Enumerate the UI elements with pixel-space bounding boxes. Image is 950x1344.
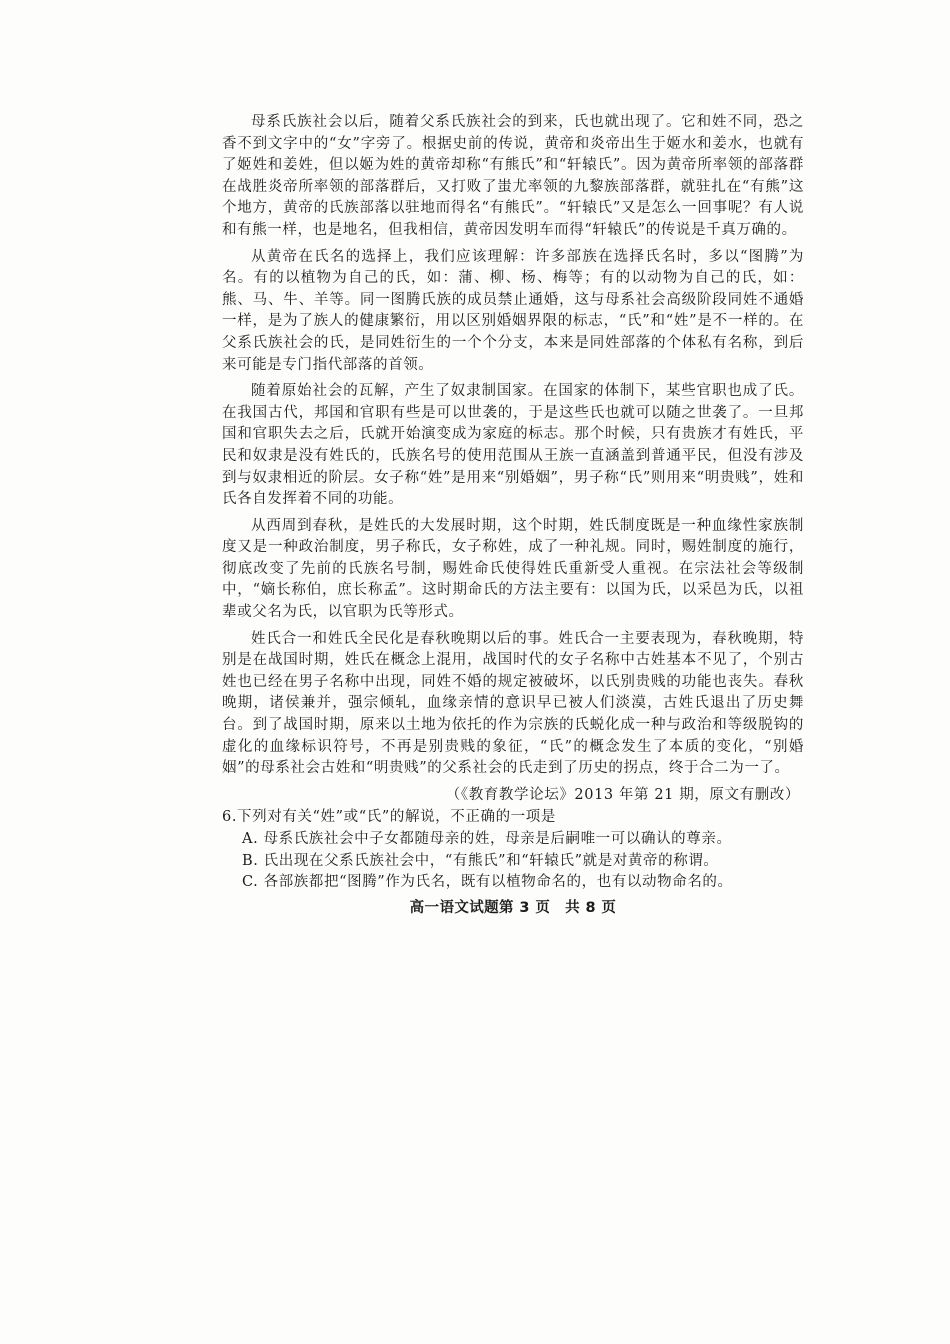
article-source: （《教育教学论坛》2013 年第 21 期，原文有删改） [445,786,800,803]
article-paragraph-3: 随着原始社会的瓦解，产生了奴隶制国家。在国家的体制下，某些官职也成了氏。在我国古代，邦国和官职有些是可以世袭的，于是这些氏也就可以随之世袭了。一旦邦国和官职失去之后，氏就开始演变成为家庭的标志。那个时候，只有贵族才有姓氏，平民和奴隶是没有姓氏的，氏族名号的使用范围从王族一直涵盖到普通平民，但没有涉及到与奴隶相近的阶层。女子称“姓”是用来“别婚姻”，男子称“氏”则用来“明贵贱”，姓和氏各自发挥着不同的功能。 [222,383,804,508]
article-paragraph-2: 从黄帝在氏名的选择上，我们应该理解：许多部族在选择氏名时，多以“图腾”为名。有的以植物为自己的氏，如：蒲、柳、杨、梅等；有的以动物为自己的氏，如：熊、马、牛、羊等。同一图腾氏族的成员禁止通婚，这与母系社会高级阶段同姓不通婚一样，是为了族人的健康繁衍，用以区别婚姻界限的标志，“氏”和“姓”是不一样的。在父系氏族社会的氏，是同姓衍生的一个个分支，本来是同姓部落的个体私有名称，到后来可能是专门指代部落的首领。 [222,248,804,373]
option-c: C. 各部族都把“图腾”作为氏名，既有以植物命名的，也有以动物命名的。 [242,874,733,891]
article-paragraph-4: 从西周到春秋，是姓氏的大发展时期，这个时期，姓氏制度既是一种血缘性家族制度又是一种政治制度，男子称氏，女子称姓，成了一种礼规。同时，赐姓制度的施行，彻底改变了先前的氏族名号制，赐姓命氏使得姓氏重新受人重视。在宗法社会等级制中，“嫡长称伯，庶长称孟”。这时期命氏的方法主要有：以国为氏，以采邑为氏，以祖辈或父名为氏，以官职为氏等形式。 [222,517,804,621]
question-stem: 6.下列对有关“姓”或“氏”的解说，不正确的一项是 [222,809,556,826]
question-6 [222,807,804,893]
option-b: B. 氏出现在父系氏族社会中，“有熊氏”和“轩辕氏”就是对黄帝的称谓。 [242,852,719,869]
page-footer: 高一语文试题第 3 页 共 8 页 [409,899,617,916]
article-paragraph-1: 母系氏族社会以后，随着父系氏族社会的到来，氏也就出现了。它和姓不同，恐之香不到文字中的“女”字旁了。根据史前的传说，黄帝和炎帝出生于姬水和姜水，也就有了姬姓和姜姓，但以姬为姓的黄帝却称“有熊氏”和“轩辕氏”。因为黄帝所率领的部落群在战胜炎帝所率领的部落群后，又打败了蚩尤率领的九黎族部落群，就驻扎在“有熊”这个地方，黄帝的氏族部落以驻地而得名“有熊氏”。“轩辕氏”又是怎么一回事呢？有人说和有熊一样，也是地名，但我相信，黄帝因发明车而得“轩辕氏”的传说是千真万确的。 [222,114,804,238]
option-a: A. 母系氏族社会中子女都随母亲的姓，母亲是后嗣唯一可以确认的尊亲。 [242,831,732,847]
article-body [222,112,804,919]
article-paragraph-5: 姓氏合一和姓氏全民化是春秋晚期以后的事。姓氏合一主要表现为，春秋晚期，特别是在战国时期，姓氏在概念上混用，战国时代的女子名称中古姓基本不见了，个别古姓也已经在男子名称中出现，同姓不婚的规定被破坏，以氏别贵贱的功能也丧失。春秋晚期，诸侯兼并，强宗倾轧，血缘亲情的意识早已被人们淡漠，古姓氏退出了历史舞台。到了战国时期，原来以土地为依托的作为宗族的氏蜕化成一种与政治和等级脱钩的虚化的血缘标识符号，不再是别贵贱的象征，“氏”的概念发生了本质的变化，“别婚姻”的母系社会古姓和“明贵贱”的父系社会的氏走到了历史的拐点，终于合二为一了。 [222,630,804,777]
